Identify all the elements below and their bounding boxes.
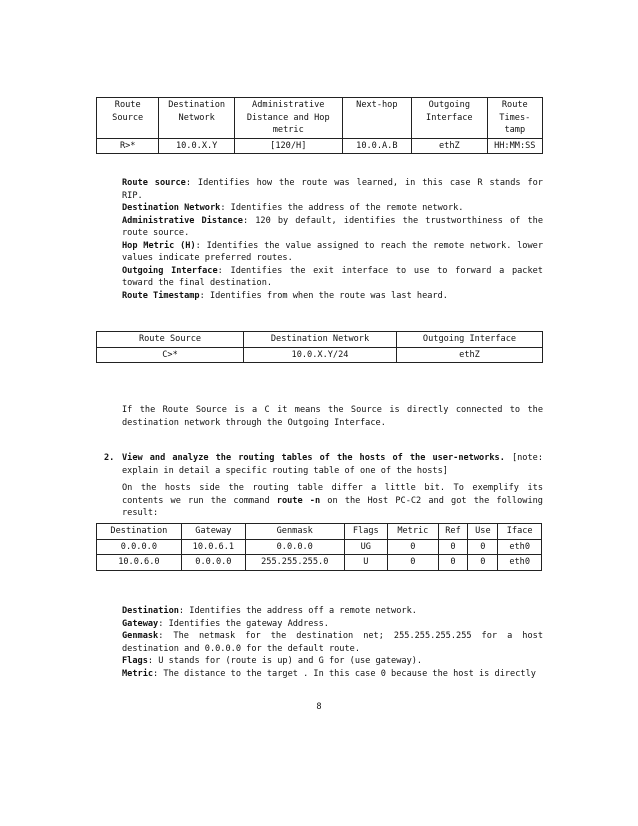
table-cell: 0 [438, 539, 468, 555]
column-header: Next-hop [342, 98, 411, 139]
page-number: 8 [316, 702, 322, 712]
column-header: Iface [498, 524, 542, 540]
column-header: Route Source [97, 332, 244, 348]
definition-term: Gateway [122, 618, 159, 629]
table-cell: 10.0.X.Y [159, 138, 235, 154]
host-table-definitions [122, 605, 543, 680]
column-header: Route Source [97, 98, 159, 139]
table-cell: 10.0.6.1 [181, 539, 245, 555]
definition-term: Genmask [122, 631, 159, 641]
item-note: [note: explain in detail a specific routing table of one of the hosts] [122, 453, 544, 476]
list-number: 2. [104, 453, 115, 463]
table-row [97, 539, 542, 555]
table-row [97, 347, 543, 363]
column-header: Metric [388, 524, 438, 540]
definition-term: Flags [122, 656, 148, 666]
table-cell: R>* [97, 138, 159, 154]
list-item-body [122, 452, 543, 520]
column-header: Destination Network [159, 98, 235, 139]
definition-term: Outgoing Interface [122, 265, 218, 276]
definition-term: Route source [122, 178, 186, 188]
paragraph: If the Route Source is a C it means the Source is directly connected to the destination network through the Outgoing Interface. [122, 405, 543, 428]
table-cell: 10.0.X.Y/24 [244, 347, 397, 363]
definition-text: : The netmask for the destination net; 255.255.255.255 for a host destination and 0.0.0.0 for the default route. [122, 631, 543, 654]
table-cell: 0 [468, 555, 498, 571]
definition-term: Destination Network [122, 203, 221, 213]
table-cell: 0 [388, 555, 438, 571]
table-cell: 0.0.0.0 [181, 555, 245, 571]
table-cell: HH:MM:SS [487, 138, 542, 154]
table-header-row [97, 524, 542, 540]
definition-item [122, 177, 543, 202]
definition-item [122, 202, 543, 215]
definition-text: : Identifies the value assigned to reach the remote network. lower values indicate preferred routes. [122, 240, 543, 263]
route-entry-table [96, 97, 543, 154]
definition-item [122, 668, 543, 681]
column-header: Outgoing Interface [412, 98, 488, 139]
table-cell: UG [344, 539, 388, 555]
definition-text: : Identifies the gateway Address. [158, 618, 329, 629]
host-routing-table [96, 523, 542, 571]
definition-text: : 120 by default, identifies the trustworthiness of the route source. [122, 215, 543, 238]
table-cell: ethZ [412, 138, 488, 154]
column-header: Outgoing Interface [397, 332, 543, 348]
table-cell: ethZ [397, 347, 543, 363]
definition-item [122, 290, 543, 303]
item-heading [122, 452, 543, 477]
table-cell: U [344, 555, 388, 571]
table-cell: 0 [468, 539, 498, 555]
column-header: Ref [438, 524, 468, 540]
column-header: Genmask [245, 524, 344, 540]
column-header: Flags [344, 524, 388, 540]
column-header: Destination Network [244, 332, 397, 348]
table-cell: eth0 [498, 539, 542, 555]
column-header: Administrative Distance and Hop metric [234, 98, 342, 139]
table-cell: 255.255.255.0 [245, 555, 344, 571]
table-cell: 0.0.0.0 [97, 539, 182, 555]
definition-item [122, 240, 543, 265]
column-header: Use [468, 524, 498, 540]
definition-item [122, 605, 543, 618]
column-header: Gateway [181, 524, 245, 540]
column-header: Destination [97, 524, 182, 540]
table-cell: 0 [438, 555, 468, 571]
definition-item [122, 618, 543, 631]
definition-item [122, 215, 543, 240]
definition-term: Metric [122, 668, 154, 679]
table-cell: 10.0.6.0 [97, 555, 182, 571]
table-cell: [120/H] [234, 138, 342, 154]
table-cell: C>* [97, 347, 244, 363]
table-cell: 0 [388, 539, 438, 555]
definition-item [122, 265, 543, 290]
column-header: Route Times-tamp [487, 98, 542, 139]
definition-text: : The distance to the target . In this case 0 because the host is directly [153, 668, 536, 679]
route-definitions [122, 177, 543, 302]
definition-term: Destination [122, 606, 179, 616]
definition-text: : Identifies how the route was learned, in this case R stands for RIP. [122, 178, 543, 201]
definition-term: Hop Metric (H) [122, 240, 196, 251]
table-header-row [97, 332, 543, 348]
table-row [97, 555, 542, 571]
definition-text: : Identifies the address off a remote network. [178, 606, 417, 616]
connected-route-table [96, 331, 543, 363]
intro-text-after: on the Host PC-C2 and got the following result: [122, 495, 543, 518]
definition-text: : Identifies from when the route was last heard. [199, 290, 448, 301]
table-header-row [97, 98, 543, 139]
definition-text: : U stands for (route is up) and G for (use gateway). [147, 656, 423, 666]
table-row [97, 138, 543, 154]
connected-route-note [122, 404, 543, 429]
definition-term: Administrative Distance [122, 215, 243, 226]
intro-text-before: On the hosts side the routing table differ a little bit. To exemplify its contents we run the command [122, 483, 543, 506]
definition-text: : Identifies the exit interface to use to forward a packet toward the final destination. [122, 265, 543, 288]
definition-item [122, 655, 543, 668]
item-title: View and analyze the routing tables of the hosts of the user-networks. [122, 453, 505, 463]
command-text: route -n [276, 495, 321, 506]
item-intro [122, 482, 543, 520]
definition-text: : Identifies the address of the remote network. [220, 203, 464, 213]
definition-term: Route Timestamp [122, 290, 200, 301]
definition-item [122, 630, 543, 655]
table-cell: eth0 [498, 555, 542, 571]
table-cell: 10.0.A.B [342, 138, 411, 154]
table-cell: 0.0.0.0 [245, 539, 344, 555]
